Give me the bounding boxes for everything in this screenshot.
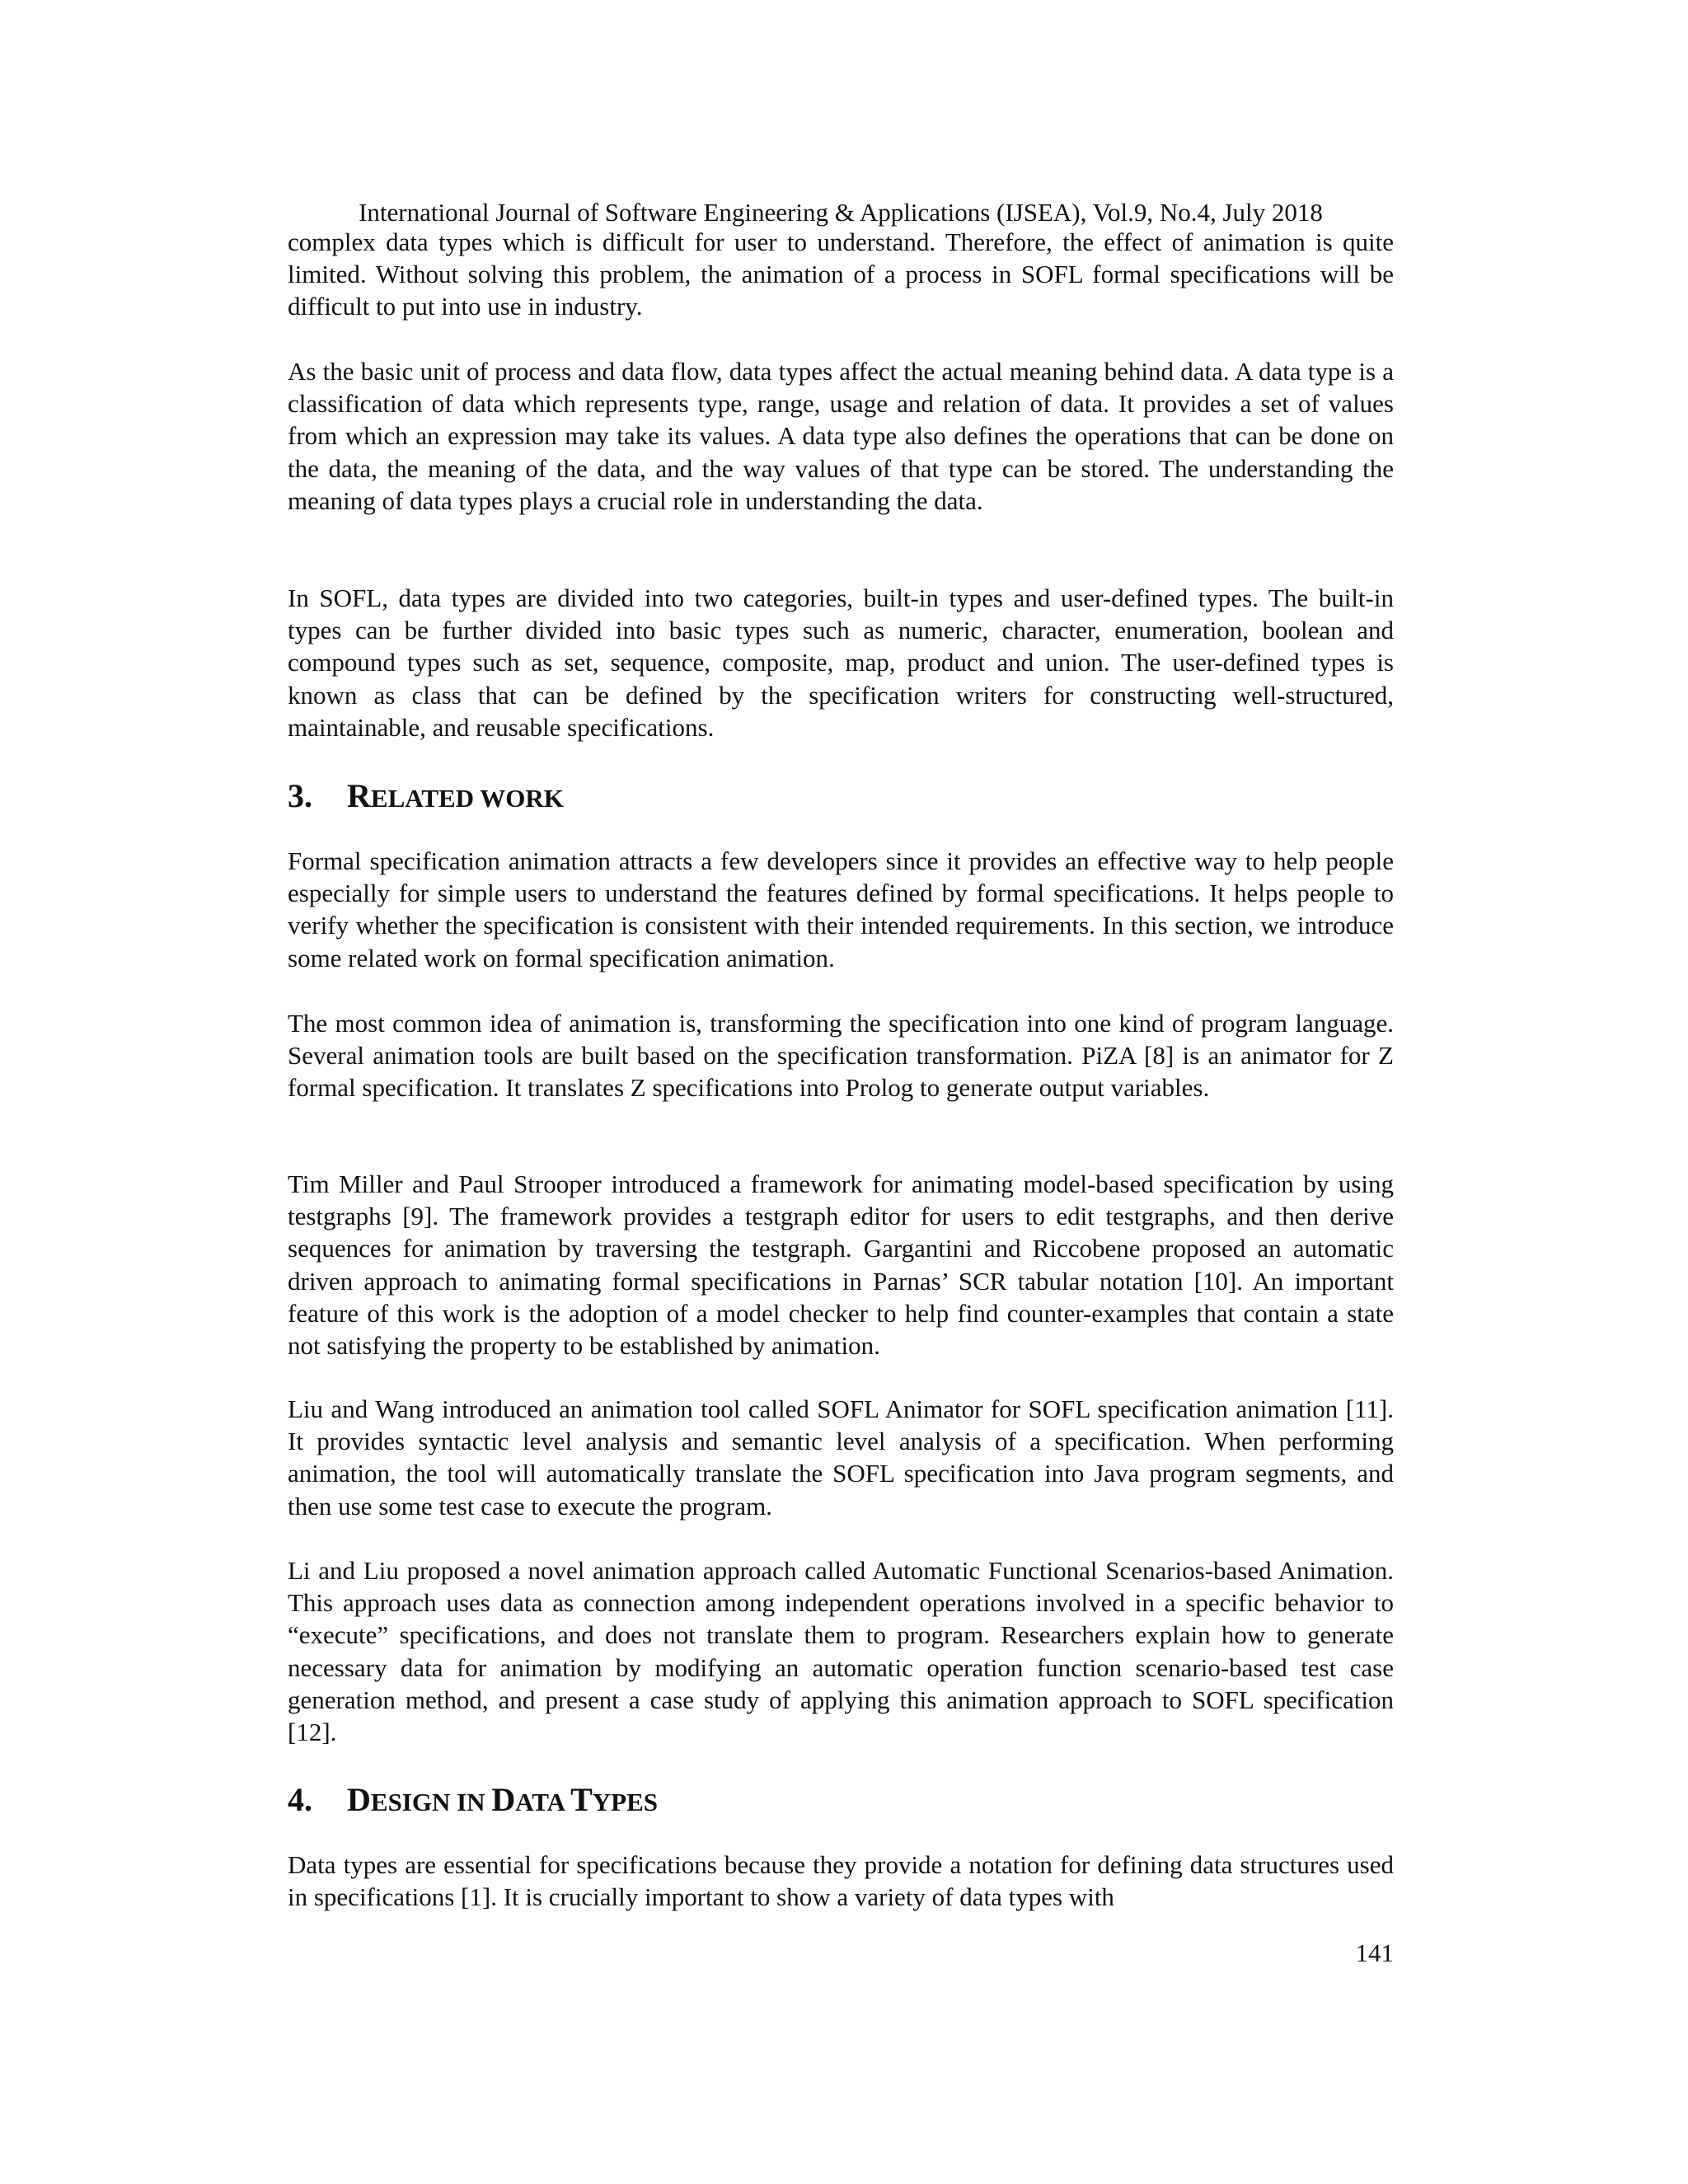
- paragraph-related-work-intro: Formal specification animation attracts a few developers since it provides an effective way to help people especially for simple users to understand the features defined by formal specifications. It helps people to verify whether the specification is consistent with their intended requirements. In this section, we introduce some related work on formal specification animation.: [288, 846, 1394, 972]
- paragraph-animation-limitation: complex data types which is difficult for user to understand. Therefore, the effect of animation is quite limited. Without solving this problem, the animation of a process in SOFL formal specifications will be difficult to put into use in industry.: [288, 227, 1394, 321]
- paragraph-program-transformation: The most common idea of animation is, transforming the specification into one kind of program language. Several animation tools are built based on the specification transformation. PiZA [8] is an animator for Z formal specification. It translates Z specifications into Prolog to generate output variables.: [288, 1009, 1394, 1103]
- paragraph-sofl-animator: Liu and Wang introduced an animation tool called SOFL Animator for SOFL specification animation [11]. It provides syntactic level analysis and semantic level analysis of a specification. When performing animation, the tool will automatically translate the SOFL specification into Java program segments, and then use some test case to execute the program.: [288, 1394, 1394, 1521]
- paragraph-data-types-role: As the basic unit of process and data flow, data types affect the actual meaning behind data. A data type is a classification of data which represents type, range, usage and relation of data. It provides a set of values from which an expression may take its values. A data type also defines the operations that can be done on the data, the meaning of the data, and the way values of that type can be stored. The understanding the meaning of data types plays a crucial role in understanding the data.: [288, 357, 1394, 515]
- section-heading-design-in-data-types: 4. DESIGN IN DATA TYPES: [288, 1781, 659, 1818]
- paragraph-sofl-data-types: In SOFL, data types are divided into two categories, built-in types and user-defined types. The built-in types can be further divided into basic types such as numeric, character, enumeration, boolean and compound types such as set, sequence, composite, map, product and union. The user-defined types is known as class that can be defined by the specification writers for constructing well-structured, maintainable, and reusable specifications.: [288, 583, 1394, 742]
- page-number: 141: [1355, 1938, 1394, 1967]
- section-number: 3.: [288, 777, 312, 814]
- running-header: International Journal of Software Engineering & Applications (IJSEA), Vol.9, No.4, July 2018: [359, 198, 1323, 227]
- section-number: 4.: [288, 1781, 312, 1818]
- section-heading-related-work: 3. RELATED WORK: [288, 777, 564, 814]
- paragraph-testgraph-framework: Tim Miller and Paul Strooper introduced a framework for animating model-based specification by using testgraphs [9]. The framework provides a testgraph editor for users to edit testgraphs, and then derive sequences for animation by traversing the testgraph. Gargantini and Riccobene proposed an automatic driven approach to animating formal specifications in Parnas’ SCR tabular notation [10]. An important feature of this work is the adoption of a model checker to help find counter-examples that contain a state not satisfying the property to be established by animation.: [288, 1169, 1394, 1361]
- paragraph-functional-scenarios: Li and Liu proposed a novel animation approach called Automatic Functional Scenarios-based Animation. This approach uses data as connection among independent operations involved in a specific behavior to “execute” specifications, and does not translate them to program. Researchers explain how to generate necessary data for animation by modifying an automatic operation function scenario-based test case generation method, and present a case study of applying this animation approach to SOFL specification [12].: [288, 1556, 1394, 1747]
- paragraph-data-types-essential: Data types are essential for specifications because they provide a notation for defining data structures used in specifications [1]. It is crucially important to show a variety of data types with: [288, 1850, 1394, 1912]
